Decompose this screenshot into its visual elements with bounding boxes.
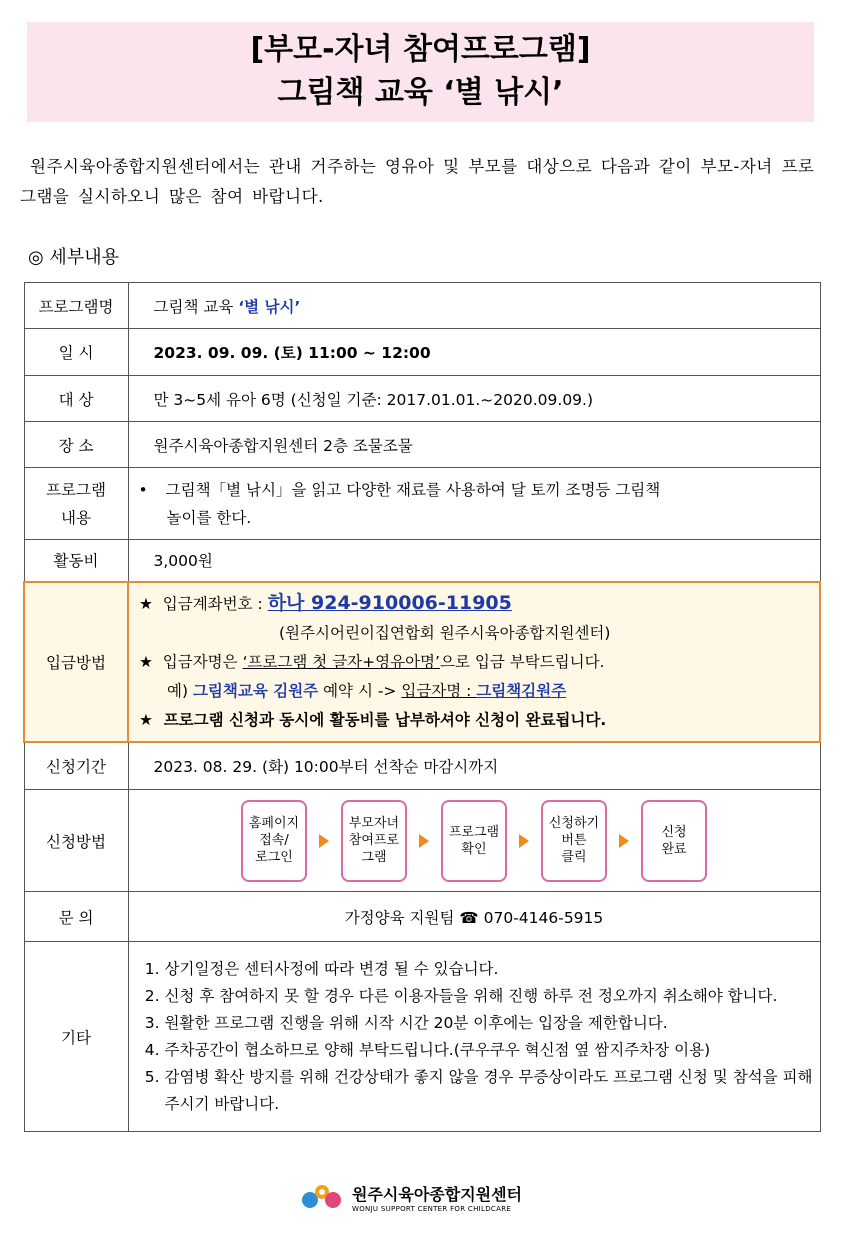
row-etc <box>24 942 820 1132</box>
label-period: 신청기간 <box>24 742 128 790</box>
note-item: 2. 신청 후 참여하지 못 할 경우 다른 이용자들을 위해 진행 하루 전 정오까지 취소해야 합니다. <box>165 983 816 1010</box>
title-banner <box>27 22 814 122</box>
payment-notice: 프로그램 신청과 동시에 활동비를 납부하셔야 신청이 완료됩니다. <box>163 710 607 729</box>
value-method <box>128 790 820 892</box>
value-program-name: 그림책 교육 ‘별 낚시’ <box>128 283 820 329</box>
label-etc: 기타 <box>24 942 128 1132</box>
label-content: 프로그램 내용 <box>24 468 128 540</box>
value-fee: 3,000원 <box>128 540 820 582</box>
row-place <box>24 422 820 468</box>
note-item: 4. 주차공간이 협소하므로 양해 부탁드립니다.(쿠우쿠우 혁신점 옆 쌈지주차장 이용) <box>165 1037 816 1064</box>
note-item: 5. 감염병 확산 방지를 위해 건강상태가 좋지 않을 경우 무증상이라도 프로그램 신청 및 참석을 피해주시기 바랍니다. <box>165 1064 816 1118</box>
step-arrow-icon <box>619 834 629 848</box>
note-item: 3. 원활한 프로그램 진행을 위해 시작 시간 20분 이후에는 입장을 제한합니다. <box>165 1010 816 1037</box>
row-payment <box>24 582 820 742</box>
note-item: 1. 상기일정은 센터사정에 따라 변경 될 수 있습니다. <box>165 956 816 983</box>
title-line1: [부모-자녀 참여프로그램] <box>250 32 591 67</box>
intro-paragraph: 원주시육아종합지원센터에서는 관내 거주하는 영유아 및 부모를 대상으로 다음과 같이 부모-자녀 프로그램을 실시하오니 많은 참여 바랍니다. <box>20 157 815 206</box>
row-period <box>24 742 820 790</box>
org-name: 원주시육아종합지원센터 <box>352 1184 523 1204</box>
application-steps <box>130 794 819 888</box>
row-contact <box>24 892 820 942</box>
step-box: 신청 완료 <box>641 800 707 882</box>
org-name-en: WONJU SUPPORT CENTER FOR CHILDCARE <box>352 1204 512 1213</box>
details-table <box>23 282 821 1132</box>
value-contact: 가정양육 지원팀 ☎ 070-4146-5915 <box>128 892 820 942</box>
value-period: 2023. 08. 29. (화) 10:00부터 선착순 마감시까지 <box>128 742 820 790</box>
label-payment: 입금방법 <box>24 582 128 742</box>
account-number: 하나 924-910006-11905 <box>267 591 512 614</box>
step-box: 프로그램 확인 <box>441 800 507 882</box>
section-heading: ◎ 세부내용 <box>28 247 119 268</box>
step-box: 부모자녀 참여프로 그램 <box>341 800 407 882</box>
step-arrow-icon <box>519 834 529 848</box>
value-target: 만 3~5세 유아 6명 (신청일 기준: 2017.01.01.~2020.09.09.) <box>128 376 820 422</box>
step-box: 홈페이지 접속/ 로그인 <box>241 800 307 882</box>
value-date: 2023. 09. 09. (토) 11:00 ~ 12:00 <box>128 329 820 376</box>
row-method <box>24 790 820 892</box>
step-arrow-icon <box>419 834 429 848</box>
label-target: 대 상 <box>24 376 128 422</box>
footer-logo <box>300 1180 522 1214</box>
row-date <box>24 329 820 376</box>
title-line2: 그림책 교육 ‘별 낚시’ <box>277 75 564 110</box>
value-etc <box>128 942 820 1132</box>
label-contact: 문 의 <box>24 892 128 942</box>
step-arrow-icon <box>319 834 329 848</box>
row-target <box>24 376 820 422</box>
row-fee <box>24 540 820 582</box>
value-payment: ★ 입금계좌번호 : 하나 924-910006-11905 (원주시어린이집연합회 원주시육아종합지원센터) ★ 입금자명은 ‘프로그램 첫 글자+영유아명’으로 입금 부탁드립니다. 예) 그림책교육 김원주 예약 시 -> 입금자명 : 그림책김원주 ★ 프로그램 신청과 동시에 활동비를 납부하셔야 신청이 완료됩니다. <box>128 582 820 742</box>
bullet: • <box>138 480 148 499</box>
row-program-name <box>24 283 820 329</box>
value-place: 원주시육아종합지원센터 2층 조물조물 <box>128 422 820 468</box>
label-place: 장 소 <box>24 422 128 468</box>
label-date: 일 시 <box>24 329 128 376</box>
logo-icon <box>300 1180 348 1214</box>
step-box: 신청하기 버튼 클릭 <box>541 800 607 882</box>
label-method: 신청방법 <box>24 790 128 892</box>
label-program-name: 프로그램명 <box>24 283 128 329</box>
account-holder: (원주시어린이집연합회 원주시육아종합지원센터) <box>279 623 611 642</box>
label-fee: 활동비 <box>24 540 128 582</box>
notes-list <box>133 956 816 1118</box>
value-content: • 그림책「별 낚시」을 읽고 다양한 재료를 사용하여 달 토끼 조명등 그림책 놀이를 한다. <box>128 468 820 540</box>
row-content <box>24 468 820 540</box>
